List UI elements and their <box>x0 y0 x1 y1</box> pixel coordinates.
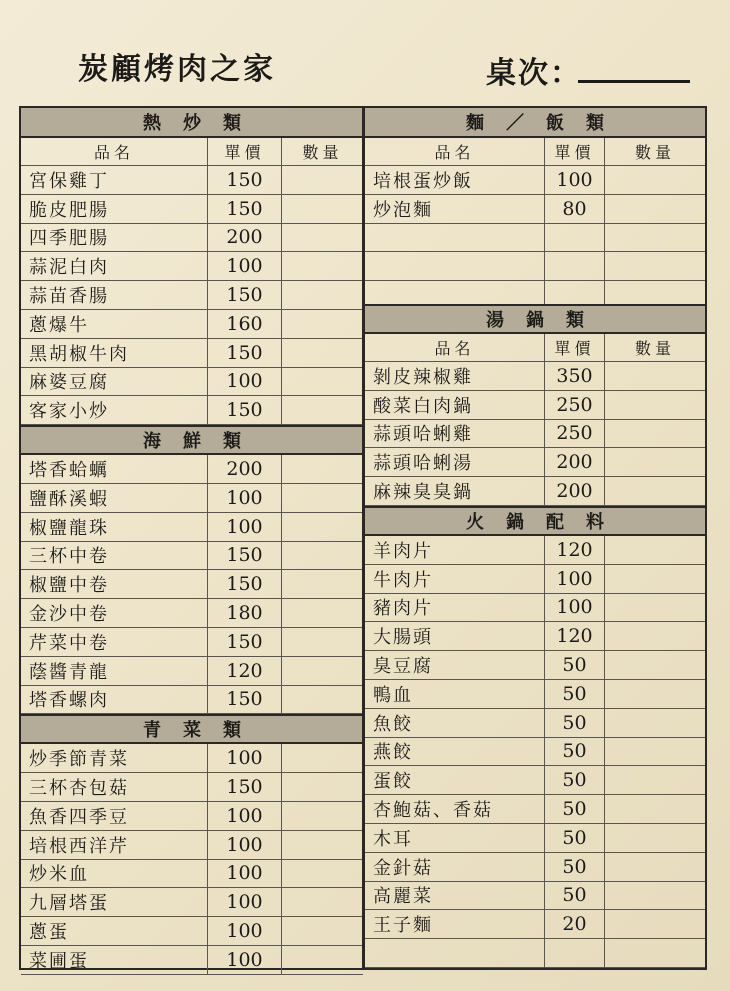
menu-item-row <box>365 651 705 680</box>
item-price: 160 <box>208 310 282 338</box>
item-price: 50 <box>545 853 605 881</box>
item-price: 100 <box>208 484 282 512</box>
item-quantity-field[interactable] <box>282 802 363 830</box>
item-quantity-field[interactable] <box>605 391 705 419</box>
menu-item-row <box>365 565 705 594</box>
column-header-qty: 數量 <box>302 143 343 162</box>
section-header-stir-fry: 熱炒類 <box>21 108 363 138</box>
menu-item-row <box>21 484 363 513</box>
item-name: 鹽酥溪蝦 <box>21 484 208 512</box>
item-quantity-field[interactable] <box>605 166 705 194</box>
item-name: 椒鹽中卷 <box>21 570 208 598</box>
item-quantity-field[interactable] <box>605 651 705 679</box>
menu-item-row <box>21 224 363 253</box>
item-name: 炒季節青菜 <box>21 744 208 772</box>
item-price: 50 <box>545 709 605 737</box>
item-name: 炒米血 <box>21 860 208 888</box>
item-name: 黑胡椒牛肉 <box>21 339 208 367</box>
section-header-vegetables: 青菜類 <box>21 714 363 744</box>
item-quantity-field[interactable] <box>282 252 363 280</box>
section-header-soup-pot: 湯鍋類 <box>365 304 705 334</box>
item-name: 王子麵 <box>365 910 545 938</box>
item-price: 100 <box>545 166 605 194</box>
item-quantity-field[interactable] <box>282 224 363 252</box>
item-quantity-field[interactable] <box>282 339 363 367</box>
item-quantity-field[interactable] <box>605 565 705 593</box>
item-name: 蔥爆牛 <box>21 310 208 338</box>
item-name <box>365 224 545 252</box>
shop-name: 炭顧烤肉之家 <box>78 52 276 87</box>
item-quantity-field[interactable] <box>605 224 705 252</box>
item-price: 80 <box>545 195 605 223</box>
item-quantity-field[interactable] <box>282 396 363 424</box>
item-quantity-field[interactable] <box>605 939 705 967</box>
menu-item-row <box>21 570 363 599</box>
section-header-hotpot-sides: 火鍋配料 <box>365 506 705 536</box>
item-price: 100 <box>545 594 605 622</box>
item-quantity-field[interactable] <box>605 420 705 448</box>
menu-item-row <box>21 195 363 224</box>
menu-item-row <box>365 477 705 506</box>
item-name: 魚餃 <box>365 709 545 737</box>
item-price: 200 <box>208 455 282 483</box>
item-quantity-field[interactable] <box>605 882 705 910</box>
item-name: 菜圃蛋 <box>21 946 208 974</box>
item-name: 剝皮辣椒雞 <box>365 362 545 390</box>
item-quantity-field[interactable] <box>282 484 363 512</box>
menu-item-row <box>21 802 363 831</box>
item-price: 150 <box>208 686 282 714</box>
item-price: 120 <box>545 622 605 650</box>
column-header-name: 品名 <box>21 138 208 165</box>
menu-item-row <box>21 542 363 571</box>
menu-item-row <box>365 910 705 939</box>
item-quantity-field[interactable] <box>282 946 363 974</box>
item-price: 150 <box>208 542 282 570</box>
item-name: 金針菇 <box>365 853 545 881</box>
item-quantity-field[interactable] <box>605 195 705 223</box>
item-price: 100 <box>208 744 282 772</box>
menu-item-row <box>365 391 705 420</box>
column-header-row <box>365 138 705 166</box>
item-quantity-field[interactable] <box>605 594 705 622</box>
item-price: 50 <box>545 766 605 794</box>
menu-item-row <box>21 599 363 628</box>
item-price: 20 <box>545 910 605 938</box>
order-sheet <box>19 106 707 970</box>
item-name: 培根蛋炒飯 <box>365 166 545 194</box>
item-price: 250 <box>545 420 605 448</box>
column-header-price: 單價 <box>545 334 605 361</box>
item-price: 50 <box>545 680 605 708</box>
item-name: 麻辣臭臭鍋 <box>365 477 545 505</box>
column-header-qty: 數量 <box>634 339 675 358</box>
item-quantity-field[interactable] <box>282 195 363 223</box>
item-price: 200 <box>208 224 282 252</box>
section-header-seafood: 海鮮類 <box>21 425 363 455</box>
menu-item-row <box>21 628 363 657</box>
item-price: 150 <box>208 339 282 367</box>
item-name: 塔香蛤蠣 <box>21 455 208 483</box>
menu-item-row <box>365 738 705 767</box>
column-header-price: 單價 <box>208 138 282 165</box>
menu-item-row <box>365 362 705 391</box>
menu-item-row <box>365 709 705 738</box>
item-name: 蒜苗香腸 <box>21 281 208 309</box>
menu-item-row <box>21 831 363 860</box>
item-price: 150 <box>208 570 282 598</box>
item-price: 100 <box>208 802 282 830</box>
column-header-name: 品名 <box>365 334 545 361</box>
menu-item-row <box>365 224 705 253</box>
item-name: 三杯杏包菇 <box>21 773 208 801</box>
item-price: 120 <box>545 536 605 564</box>
item-quantity-field[interactable] <box>282 513 363 541</box>
item-name: 炒泡麵 <box>365 195 545 223</box>
item-name: 培根西洋芹 <box>21 831 208 859</box>
item-price: 100 <box>545 565 605 593</box>
item-name: 九層塔蛋 <box>21 888 208 916</box>
menu-item-row <box>365 166 705 195</box>
item-name: 脆皮肥腸 <box>21 195 208 223</box>
section-header-noodles: 麵／飯類 <box>365 108 705 138</box>
item-price: 100 <box>208 860 282 888</box>
item-price: 100 <box>208 252 282 280</box>
item-name: 臭豆腐 <box>365 651 545 679</box>
menu-item-row <box>21 860 363 889</box>
item-price: 150 <box>208 628 282 656</box>
item-name: 杏鮑菇、香菇 <box>365 795 545 823</box>
item-name <box>365 252 545 280</box>
item-price: 100 <box>208 888 282 916</box>
item-quantity-field[interactable] <box>605 252 705 280</box>
menu-item-row <box>21 946 363 975</box>
item-name: 魚香四季豆 <box>21 802 208 830</box>
item-price: 50 <box>545 795 605 823</box>
menu-item-row <box>21 368 363 397</box>
item-name: 蛋餃 <box>365 766 545 794</box>
menu-item-row <box>365 536 705 565</box>
menu-item-row <box>365 824 705 853</box>
item-price: 100 <box>208 831 282 859</box>
item-name: 麻婆豆腐 <box>21 368 208 396</box>
item-name: 芹菜中卷 <box>21 628 208 656</box>
menu-item-row <box>21 252 363 281</box>
column-header-qty: 數量 <box>634 143 675 162</box>
item-price: 350 <box>545 362 605 390</box>
menu-item-row <box>21 657 363 686</box>
menu-item-row <box>365 622 705 651</box>
item-quantity-field[interactable] <box>282 686 363 714</box>
item-price: 50 <box>545 824 605 852</box>
menu-item-row <box>365 252 705 281</box>
item-price: 150 <box>208 773 282 801</box>
item-name <box>365 939 545 967</box>
menu-item-row <box>21 339 363 368</box>
item-quantity-field[interactable] <box>282 860 363 888</box>
item-price: 150 <box>208 166 282 194</box>
item-quantity-field[interactable] <box>282 628 363 656</box>
item-price: 250 <box>545 391 605 419</box>
item-name: 酸菜白肉鍋 <box>365 391 545 419</box>
menu-item-row <box>21 744 363 773</box>
item-quantity-field[interactable] <box>605 853 705 881</box>
item-quantity-field[interactable] <box>605 738 705 766</box>
menu-item-row <box>365 795 705 824</box>
item-quantity-field[interactable] <box>282 888 363 916</box>
item-quantity-field[interactable] <box>605 622 705 650</box>
menu-item-row <box>21 888 363 917</box>
item-price: 100 <box>208 513 282 541</box>
item-price: 50 <box>545 882 605 910</box>
item-name: 豬肉片 <box>365 594 545 622</box>
item-price: 150 <box>208 281 282 309</box>
item-price: 200 <box>545 448 605 476</box>
item-price: 100 <box>208 946 282 974</box>
menu-item-row <box>365 766 705 795</box>
item-name: 蔥蛋 <box>21 917 208 945</box>
item-quantity-field[interactable] <box>605 362 705 390</box>
item-quantity-field[interactable] <box>282 368 363 396</box>
table-number-label: 桌次： <box>486 56 582 91</box>
item-quantity-field[interactable] <box>282 599 363 627</box>
item-name: 木耳 <box>365 824 545 852</box>
menu-item-row <box>21 455 363 484</box>
item-price: 50 <box>545 651 605 679</box>
item-quantity-field[interactable] <box>282 455 363 483</box>
item-price: 100 <box>208 368 282 396</box>
menu-item-row <box>365 195 705 224</box>
item-quantity-field[interactable] <box>282 744 363 772</box>
item-quantity-field[interactable] <box>282 917 363 945</box>
item-name: 牛肉片 <box>365 565 545 593</box>
item-quantity-field[interactable] <box>282 773 363 801</box>
item-quantity-field[interactable] <box>605 680 705 708</box>
item-name: 高麗菜 <box>365 882 545 910</box>
item-price: 100 <box>208 917 282 945</box>
item-name: 四季肥腸 <box>21 224 208 252</box>
item-price: 150 <box>208 396 282 424</box>
menu-item-row <box>21 281 363 310</box>
item-quantity-field[interactable] <box>605 448 705 476</box>
item-name: 蒜頭哈蜊雞 <box>365 420 545 448</box>
item-quantity-field[interactable] <box>282 166 363 194</box>
item-quantity-field[interactable] <box>605 795 705 823</box>
item-quantity-field[interactable] <box>282 542 363 570</box>
item-name: 塔香螺肉 <box>21 686 208 714</box>
menu-item-row <box>21 917 363 946</box>
menu-item-row <box>365 420 705 449</box>
menu-item-row <box>21 396 363 425</box>
item-name: 金沙中卷 <box>21 599 208 627</box>
item-price: 150 <box>208 195 282 223</box>
item-quantity-field[interactable] <box>282 281 363 309</box>
menu-item-row <box>365 594 705 623</box>
table-number-blank[interactable] <box>578 80 690 83</box>
menu-item-row <box>365 448 705 477</box>
item-price: 50 <box>545 738 605 766</box>
item-name: 客家小炒 <box>21 396 208 424</box>
item-quantity-field[interactable] <box>605 824 705 852</box>
item-quantity-field[interactable] <box>605 766 705 794</box>
column-header-name: 品名 <box>365 138 545 165</box>
item-price: 200 <box>545 477 605 505</box>
item-name: 蔭醬青龍 <box>21 657 208 685</box>
item-name: 羊肉片 <box>365 536 545 564</box>
column-header-row <box>21 138 363 166</box>
menu-item-row <box>21 686 363 715</box>
item-quantity-field[interactable] <box>282 570 363 598</box>
item-name: 蒜頭哈蜊湯 <box>365 448 545 476</box>
menu-item-row <box>21 166 363 195</box>
item-name: 椒鹽龍珠 <box>21 513 208 541</box>
item-name: 鴨血 <box>365 680 545 708</box>
item-price: 180 <box>208 599 282 627</box>
item-quantity-field[interactable] <box>605 536 705 564</box>
item-name: 大腸頭 <box>365 622 545 650</box>
item-quantity-field[interactable] <box>605 910 705 938</box>
menu-item-row <box>365 853 705 882</box>
item-name: 燕餃 <box>365 738 545 766</box>
item-quantity-field[interactable] <box>605 709 705 737</box>
menu-item-row <box>21 773 363 802</box>
item-price: 120 <box>208 657 282 685</box>
menu-item-row <box>365 882 705 911</box>
item-price <box>545 252 605 280</box>
item-quantity-field[interactable] <box>605 477 705 505</box>
item-name: 蒜泥白肉 <box>21 252 208 280</box>
column-header-price: 單價 <box>545 138 605 165</box>
menu-item-row <box>21 513 363 542</box>
menu-item-row <box>21 310 363 339</box>
item-quantity-field[interactable] <box>282 310 363 338</box>
item-quantity-field[interactable] <box>282 657 363 685</box>
item-name: 三杯中卷 <box>21 542 208 570</box>
item-price <box>545 224 605 252</box>
column-header-row <box>365 334 705 362</box>
menu-item-row <box>365 939 705 968</box>
item-name: 宮保雞丁 <box>21 166 208 194</box>
item-price <box>545 939 605 967</box>
item-quantity-field[interactable] <box>282 831 363 859</box>
menu-item-row <box>365 680 705 709</box>
